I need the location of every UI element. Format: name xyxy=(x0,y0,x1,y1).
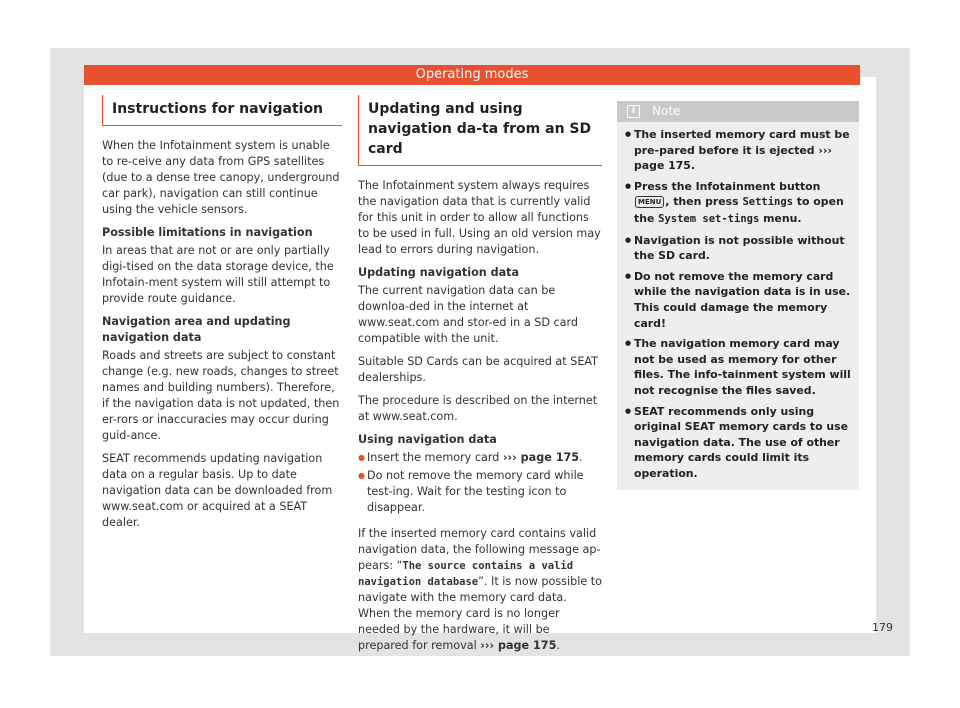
paragraph: In areas that are not or are only partially digi-tised on the data storage device, the Infotain-ment system will still attempt to provide route guidance. xyxy=(102,244,334,305)
note-header xyxy=(617,101,859,122)
message-text: The source contains a valid navigation database xyxy=(358,560,574,588)
column-right xyxy=(617,101,859,490)
list-item: ● Do not remove the memory card while test-ing. Wait for the testing icon to disappear. xyxy=(358,468,602,516)
page-reference-link[interactable]: ››› page 175 xyxy=(480,639,557,652)
list-item-text: . xyxy=(579,451,583,464)
paragraph: Roads and streets are subject to constant change (e.g. new roads, changes to street names and building numbers). Therefore, if the navigation data is not updated, then er-rors or inaccuracies may occur during guid-ance. xyxy=(102,349,340,442)
text-run: to open the xyxy=(634,195,844,225)
subheading-updating: Navigation area and updating navigation data xyxy=(102,315,291,344)
note-box xyxy=(617,101,859,490)
info-icon: i xyxy=(627,105,640,118)
page-number: 179 xyxy=(872,621,893,634)
text-run: ”. It is now possible to navigate with the memory card data. When the memory card is no longer needed by the hardware, it will be prepared for removal xyxy=(358,575,602,652)
paragraph: When the Infotainment system is unable to re-ceive any data from GPS satellites (due to a dense tree canopy, underground car park), navigation can still continue using the vehicle sensors. xyxy=(102,139,340,216)
column-left xyxy=(102,95,342,538)
subheading-limitations: Possible limitations in navigation xyxy=(102,226,313,239)
text-run: The inserted memory card must be pre-pared before it is ejected xyxy=(634,128,850,157)
settings-label: Settings xyxy=(742,196,794,209)
text-run: . xyxy=(690,159,695,173)
section-heading-instructions: Instructions for navigation xyxy=(102,95,342,126)
list-item-text: Insert the memory card xyxy=(367,451,503,464)
chapter-title: Operating modes xyxy=(415,67,529,82)
subheading-using-data: Using navigation data xyxy=(358,433,497,446)
note-item: ● Do not remove the memory card while the navigation data is in use. This could damage the memory card! xyxy=(617,269,859,331)
page-reference-link[interactable]: ››› page 175 xyxy=(634,143,832,173)
paragraph: Suitable SD Cards can be acquired at SEAT dealerships. xyxy=(358,355,598,384)
note-item: ● SEAT recommends only using original SEAT memory cards to use navigation data. The use of other memory cards could limit its operation. xyxy=(617,404,859,482)
note-title: Note xyxy=(652,104,681,118)
paragraph: The Infotainment system always requires the navigation data that is currently valid for this unit in order to allow all functions to be used in full. Using an old version may lead to errors during navigation. xyxy=(358,179,601,256)
text-run: menu. xyxy=(759,211,802,225)
note-item xyxy=(617,179,859,228)
note-item: ● The navigation memory card may not be used as memory for other files. The info-tainment system will not recognise the files saved. xyxy=(617,336,859,398)
section-heading-sd-card: Updating and using navigation da-ta from an SD card xyxy=(358,95,602,166)
note-item xyxy=(617,127,859,174)
paragraph: The current navigation data can be downloa-ded in the internet at www.seat.com and stor-ed in a SD card compatible with the unit. xyxy=(358,284,579,345)
system-settings-label: System set-tings xyxy=(658,212,760,225)
list-item xyxy=(358,450,602,466)
subheading-updating-data: Updating navigation data xyxy=(358,266,520,279)
text-run: Press the Infotainment button xyxy=(634,179,821,193)
note-item: ● Navigation is not possible without the SD card. xyxy=(617,233,859,264)
paragraph xyxy=(358,526,602,654)
page-reference-link[interactable]: ››› page 175 xyxy=(502,451,580,464)
text-run: If the inserted memory card contains valid navigation data, the following message ap-pears: “ xyxy=(358,527,601,572)
text-run: , then press xyxy=(665,195,743,209)
paragraph: The procedure is described on the internet at www.seat.com. xyxy=(358,394,598,423)
paragraph: SEAT recommends updating navigation data on a regular basis. Up to date navigation data can be downloaded from www.seat.com or acquired at a SEAT dealer. xyxy=(102,452,333,529)
menu-button-icon: MENU xyxy=(635,196,664,208)
text-run: . xyxy=(556,639,560,652)
column-middle xyxy=(358,95,602,661)
